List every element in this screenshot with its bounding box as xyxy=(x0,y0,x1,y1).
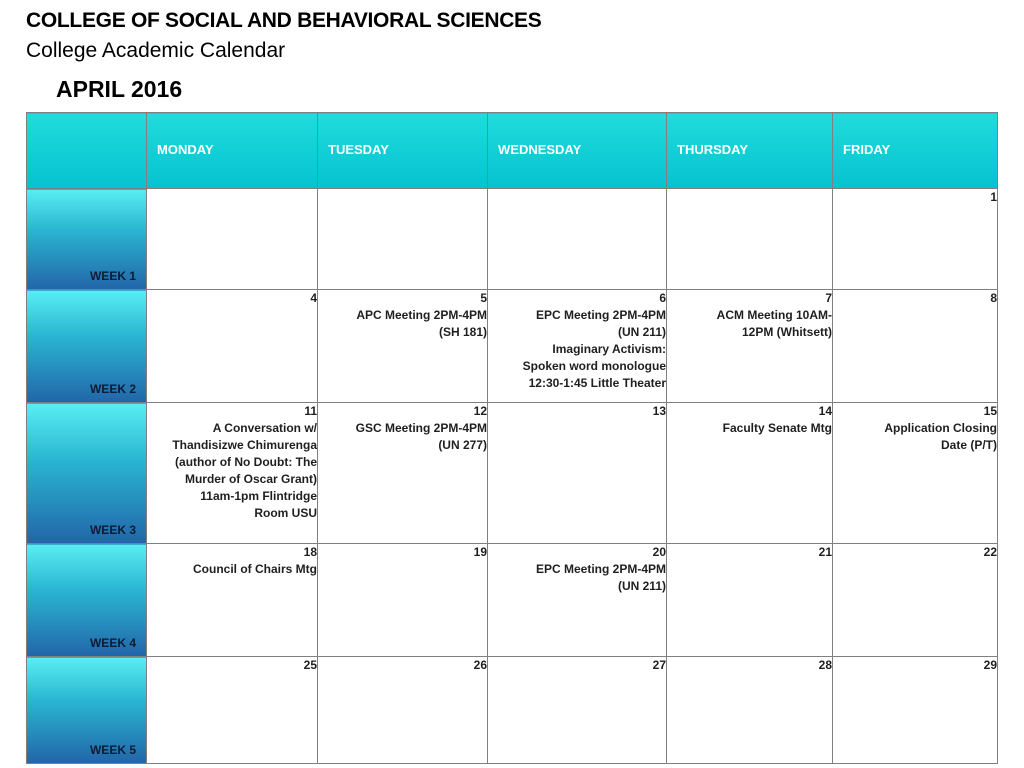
day-number: 26 xyxy=(473,658,487,672)
week-label-cell xyxy=(27,544,147,657)
event-line: (SH 181) xyxy=(438,325,487,339)
day-number: 27 xyxy=(652,658,666,672)
day-cell-tuesday xyxy=(318,189,488,290)
day-cell-tuesday xyxy=(318,657,488,764)
event-line: Council of Chairs Mtg xyxy=(193,562,317,576)
event-line: Spoken word monologue xyxy=(522,359,666,373)
week-label-cell xyxy=(27,403,147,544)
event-line: Faculty Senate Mtg xyxy=(722,421,832,435)
day-cell-tuesday xyxy=(318,290,488,403)
week-label: WEEK 1 xyxy=(89,269,136,283)
event-line: (UN 277) xyxy=(438,438,487,452)
college-title: COLLEGE OF SOCIAL AND BEHAVIORAL SCIENCES xyxy=(26,9,542,32)
day-cell-friday xyxy=(833,657,998,764)
day-number: 4 xyxy=(310,291,317,305)
day-cell-tuesday xyxy=(318,403,488,544)
calendar-table xyxy=(26,112,998,764)
day-cell-friday xyxy=(833,290,998,403)
day-cell-monday xyxy=(147,403,318,544)
header-friday: FRIDAY xyxy=(833,113,998,189)
day-cell-friday xyxy=(833,403,998,544)
day-cell-thursday xyxy=(667,290,833,403)
week-row xyxy=(27,403,998,544)
event-line: ACM Meeting 10AM- xyxy=(716,308,832,322)
day-number: 7 xyxy=(825,291,832,305)
event-line: Thandisizwe Chimurenga xyxy=(172,438,317,452)
day-cell-thursday xyxy=(667,657,833,764)
event-line: 12:30-1:45 Little Theater xyxy=(528,376,666,390)
day-number: 15 xyxy=(983,404,997,418)
event-line: Murder of Oscar Grant) xyxy=(184,472,317,486)
event-line: Application Closing xyxy=(884,421,997,435)
day-number: 29 xyxy=(983,658,997,672)
calendar-header-row xyxy=(27,113,998,189)
header-wednesday: WEDNESDAY xyxy=(488,113,667,189)
header-tuesday: TUESDAY xyxy=(318,113,488,189)
event-line: 12PM (Whitsett) xyxy=(742,325,832,339)
event-line: GSC Meeting 2PM-4PM xyxy=(355,421,487,435)
event-line: 11am-1pm Flintridge xyxy=(200,489,317,503)
day-number: 1 xyxy=(990,190,997,204)
event-line: Imaginary Activism: xyxy=(552,342,666,356)
day-number: 28 xyxy=(818,658,832,672)
day-number: 11 xyxy=(304,404,317,418)
event-line: (author of No Doubt: The xyxy=(175,455,317,469)
week-row xyxy=(27,189,998,290)
day-number: 14 xyxy=(818,404,832,418)
day-number: 13 xyxy=(652,404,666,418)
day-cell-thursday xyxy=(667,403,833,544)
month-title: APRIL 2016 xyxy=(56,76,183,102)
week-label: WEEK 4 xyxy=(89,636,136,650)
week-row xyxy=(27,544,998,657)
day-number: 20 xyxy=(652,545,666,559)
day-cell-wednesday xyxy=(488,403,667,544)
week-label: WEEK 3 xyxy=(89,523,136,537)
week-row xyxy=(27,290,998,403)
event-line: EPC Meeting 2PM-4PM xyxy=(535,308,666,322)
day-number: 5 xyxy=(480,291,487,305)
day-number: 22 xyxy=(983,545,997,559)
event-line: (UN 211) xyxy=(617,579,666,593)
day-cell-wednesday xyxy=(488,657,667,764)
event-line: A Conversation w/ xyxy=(212,421,317,435)
header-corner xyxy=(27,113,147,189)
week-label-cell xyxy=(27,657,147,764)
day-cell-monday xyxy=(147,657,318,764)
calendar-subtitle: College Academic Calendar xyxy=(26,39,286,62)
day-cell-tuesday xyxy=(318,544,488,657)
header-thursday: THURSDAY xyxy=(667,113,833,189)
day-number: 19 xyxy=(473,545,487,559)
day-cell-monday xyxy=(147,290,318,403)
day-cell-wednesday xyxy=(488,544,667,657)
event-line: Date (P/T) xyxy=(940,438,997,452)
day-cell-friday xyxy=(833,189,998,290)
day-number: 18 xyxy=(303,545,317,559)
day-number: 6 xyxy=(659,291,666,305)
day-cell-friday xyxy=(833,544,998,657)
header-monday: MONDAY xyxy=(147,113,318,189)
day-cell-thursday xyxy=(667,189,833,290)
day-number: 25 xyxy=(303,658,317,672)
week-label: WEEK 2 xyxy=(89,382,136,396)
event-line: APC Meeting 2PM-4PM xyxy=(356,308,487,322)
day-cell-wednesday xyxy=(488,290,667,403)
week-label-cell xyxy=(27,290,147,403)
day-cell-wednesday xyxy=(488,189,667,290)
event-line: Room USU xyxy=(254,506,317,520)
day-number: 21 xyxy=(818,545,832,559)
event-line: (UN 211) xyxy=(617,325,666,339)
day-number: 12 xyxy=(473,404,487,418)
week-label-cell xyxy=(27,189,147,290)
day-cell-monday xyxy=(147,189,318,290)
day-number: 8 xyxy=(990,291,997,305)
week-label: WEEK 5 xyxy=(89,743,136,757)
day-cell-monday xyxy=(147,544,318,657)
week-row xyxy=(27,657,998,764)
event-line: EPC Meeting 2PM-4PM xyxy=(535,562,666,576)
day-cell-thursday xyxy=(667,544,833,657)
